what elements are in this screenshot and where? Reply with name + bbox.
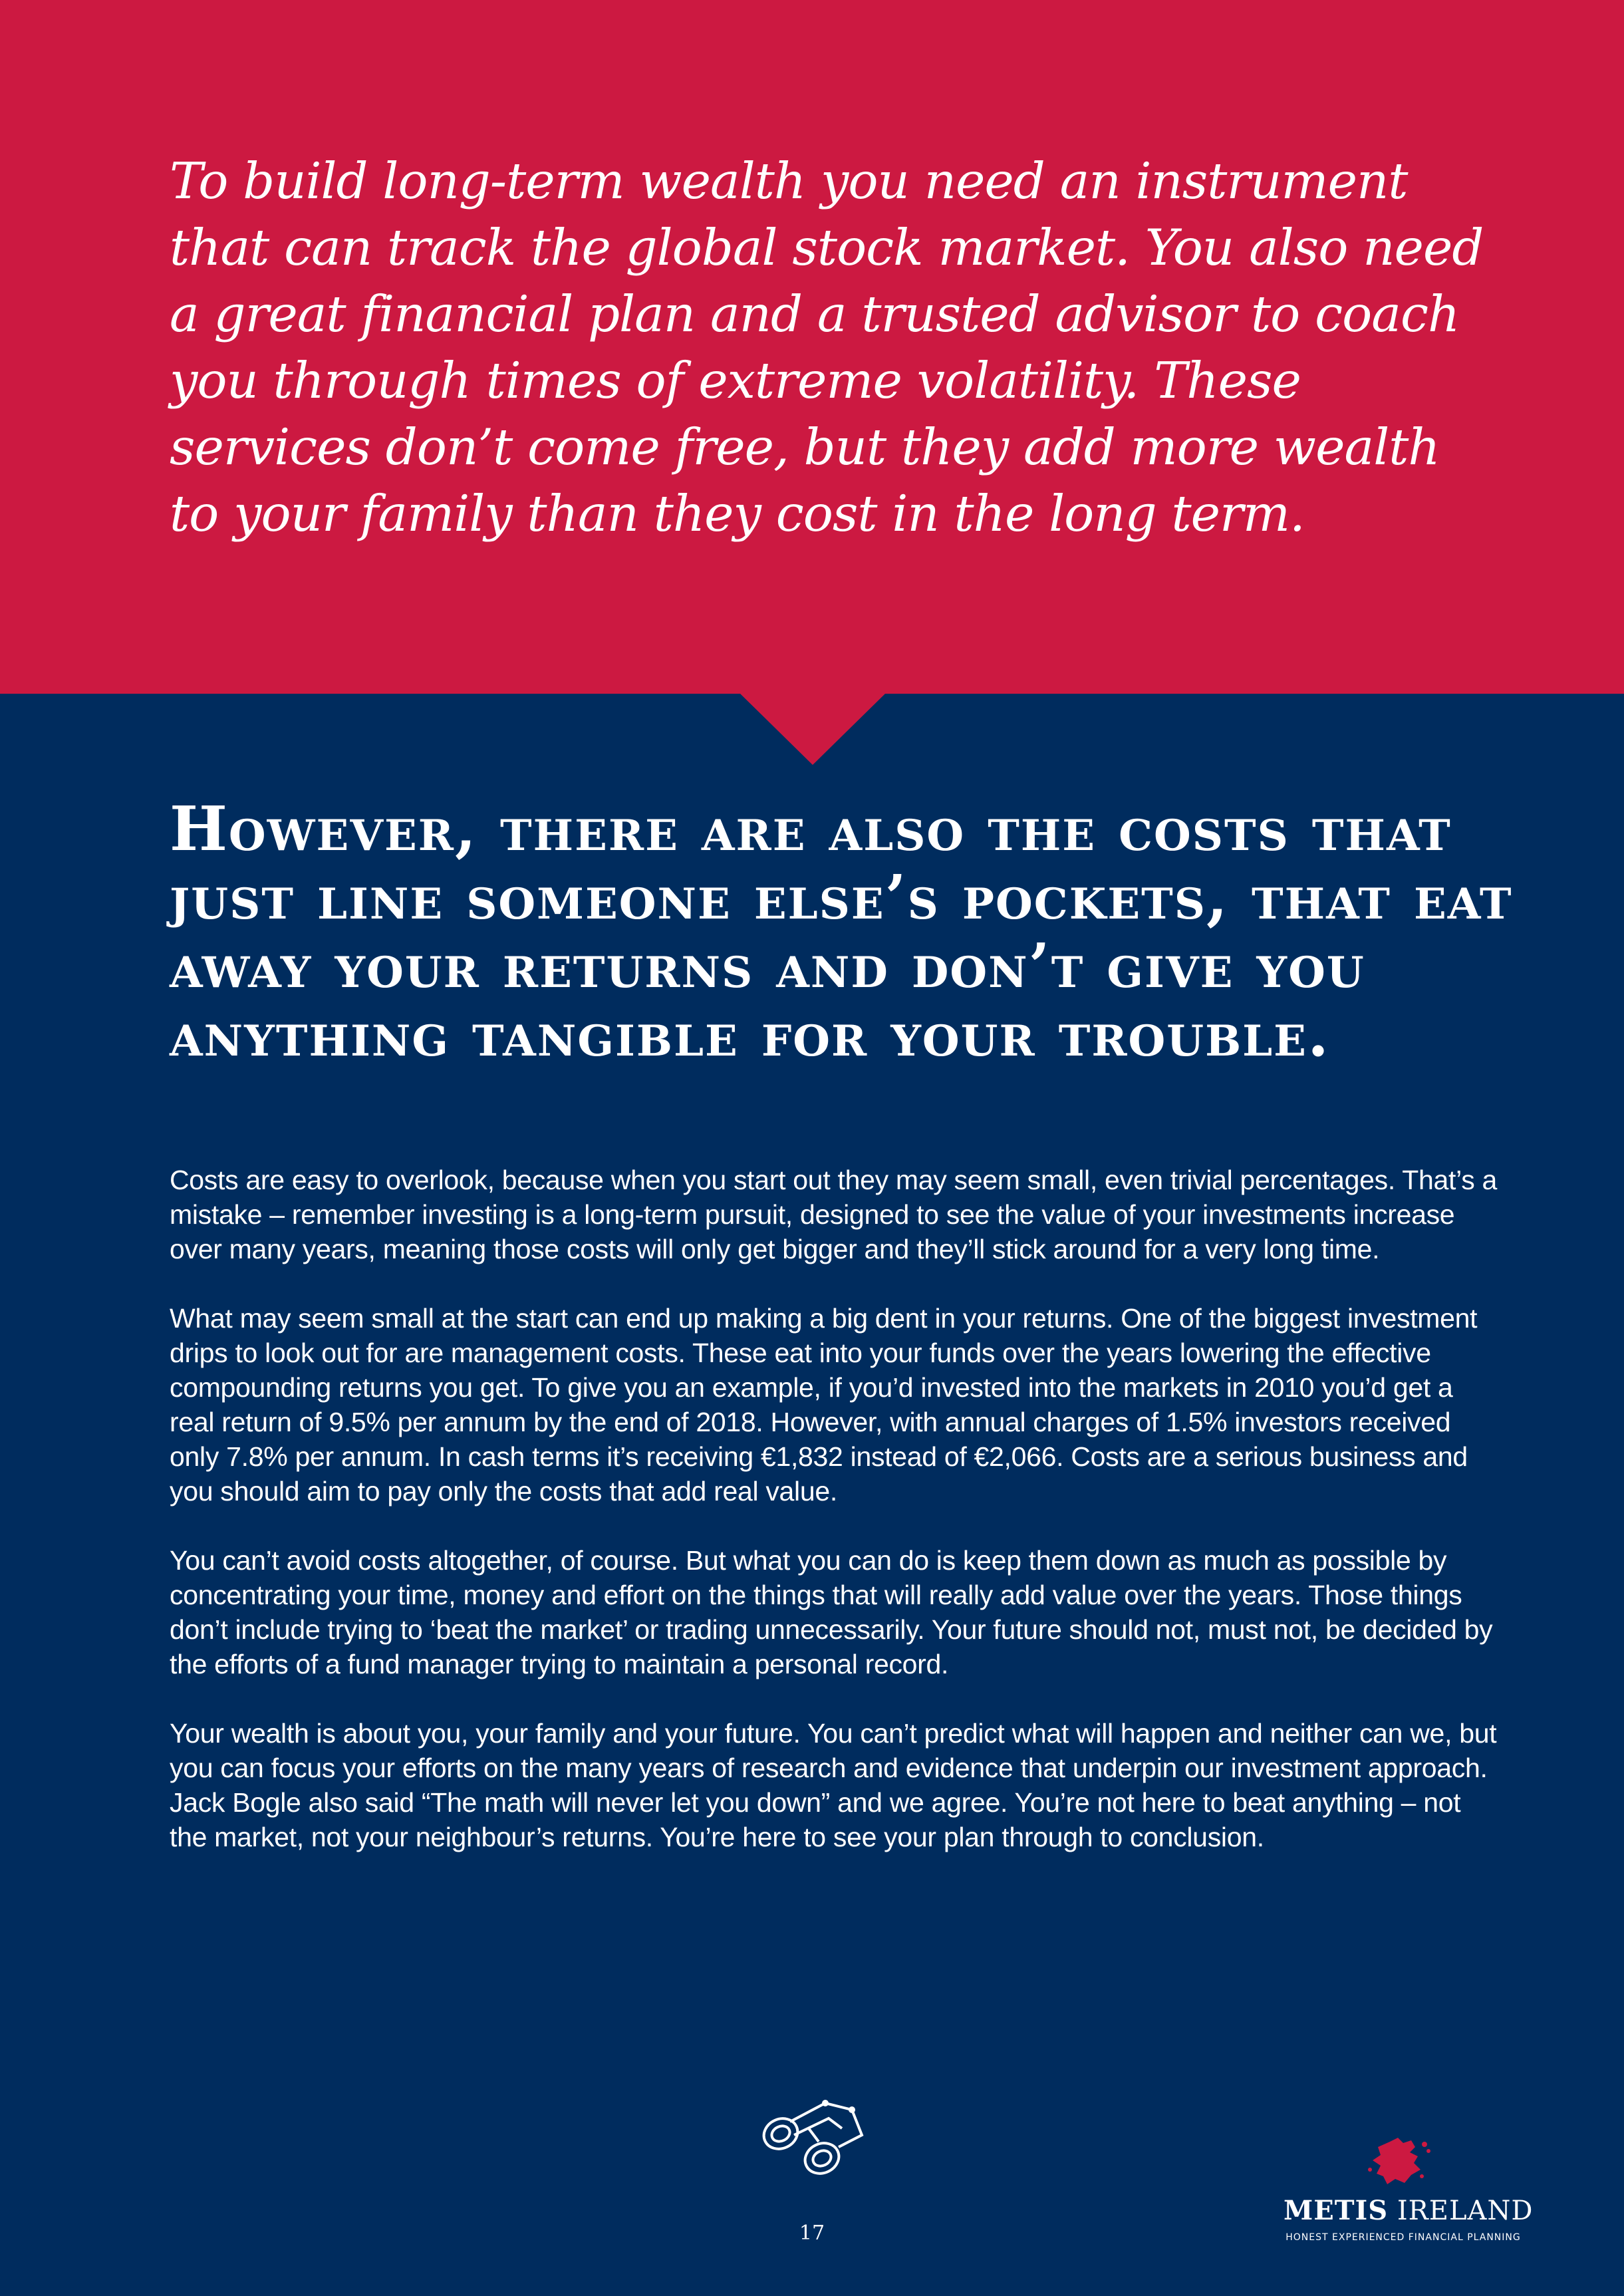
binoculars-icon bbox=[755, 2095, 869, 2175]
pull-quote: To build long-term wealth you need an instrument that can track the global stock market. You also need a great financial plan and a trusted advisor to coach you through times of extreme volatility. These services don’t come free, but they add more wealth to your family than they cost in the long term. bbox=[170, 152, 1484, 543]
section-headline: However, there are also the costs that just line someone else’s pockets, that eat away your returns and don’t give you anything tangible for your trouble. bbox=[170, 793, 1513, 1070]
quote-pointer bbox=[740, 693, 886, 765]
body-paragraph: Costs are easy to overlook, because when you start out they may seem small, even trivial percentages. That’s a mistake – remember investing is a long-term pursuit, designed to see the value of your investments increase over many years, meaning those costs will only get bigger and they’ll stick around for a very long time. bbox=[170, 1165, 1498, 1264]
body-paragraph: Your wealth is about you, your family and your future. You can’t predict what will happen and neither can we, but you can focus your efforts on the many years of research and evidence that underpin our investment approach. Jack Bogle also said “The math will never let you down” and we agree. You’re not here to beat anything – not the market, not your neighbour’s returns. You’re here to see your plan through to conclusion. bbox=[170, 1718, 1497, 1852]
logo-name-regular: IRELAND bbox=[1397, 2196, 1534, 2226]
body-text bbox=[170, 1163, 1500, 1889]
company-logo bbox=[1284, 2135, 1534, 2248]
ireland-map-logo-icon bbox=[1363, 2135, 1436, 2188]
page-number: 17 bbox=[799, 2222, 825, 2245]
logo-tagline: HONEST EXPERIENCED FINANCIAL PLANNING bbox=[1286, 2232, 1521, 2243]
body-paragraph: You can’t avoid costs altogether, of course. But what you can do is keep them down as much as possible by concentrating your time, money and effort on the things that will really add value over the years. Those things don’t include trying to ‘beat the market’ or trading unnecessarily. Your future should not, must not, be decided by the efforts of a fund manager trying to maintain a personal record. bbox=[170, 1545, 1493, 1679]
logo-name-bold: METIS bbox=[1284, 2195, 1389, 2226]
quote-band bbox=[0, 0, 1624, 694]
body-paragraph: What may seem small at the start can end up making a big dent in your returns. One of the biggest investment drips to look out for are management costs. These eat into your funds over the years lowering the effective compounding returns you get. To give you an example, if you’d invested into the markets in 2010 you’d get a real return of 9.5% per annum by the end of 2018. However, with annual charges of 1.5% investors received only 7.8% per annum. In cash terms it’s receiving €1,832 instead of €2,066. Costs are a serious business and you should aim to pay only the costs that add real value. bbox=[170, 1303, 1478, 1507]
logo-name bbox=[1284, 2195, 1534, 2226]
